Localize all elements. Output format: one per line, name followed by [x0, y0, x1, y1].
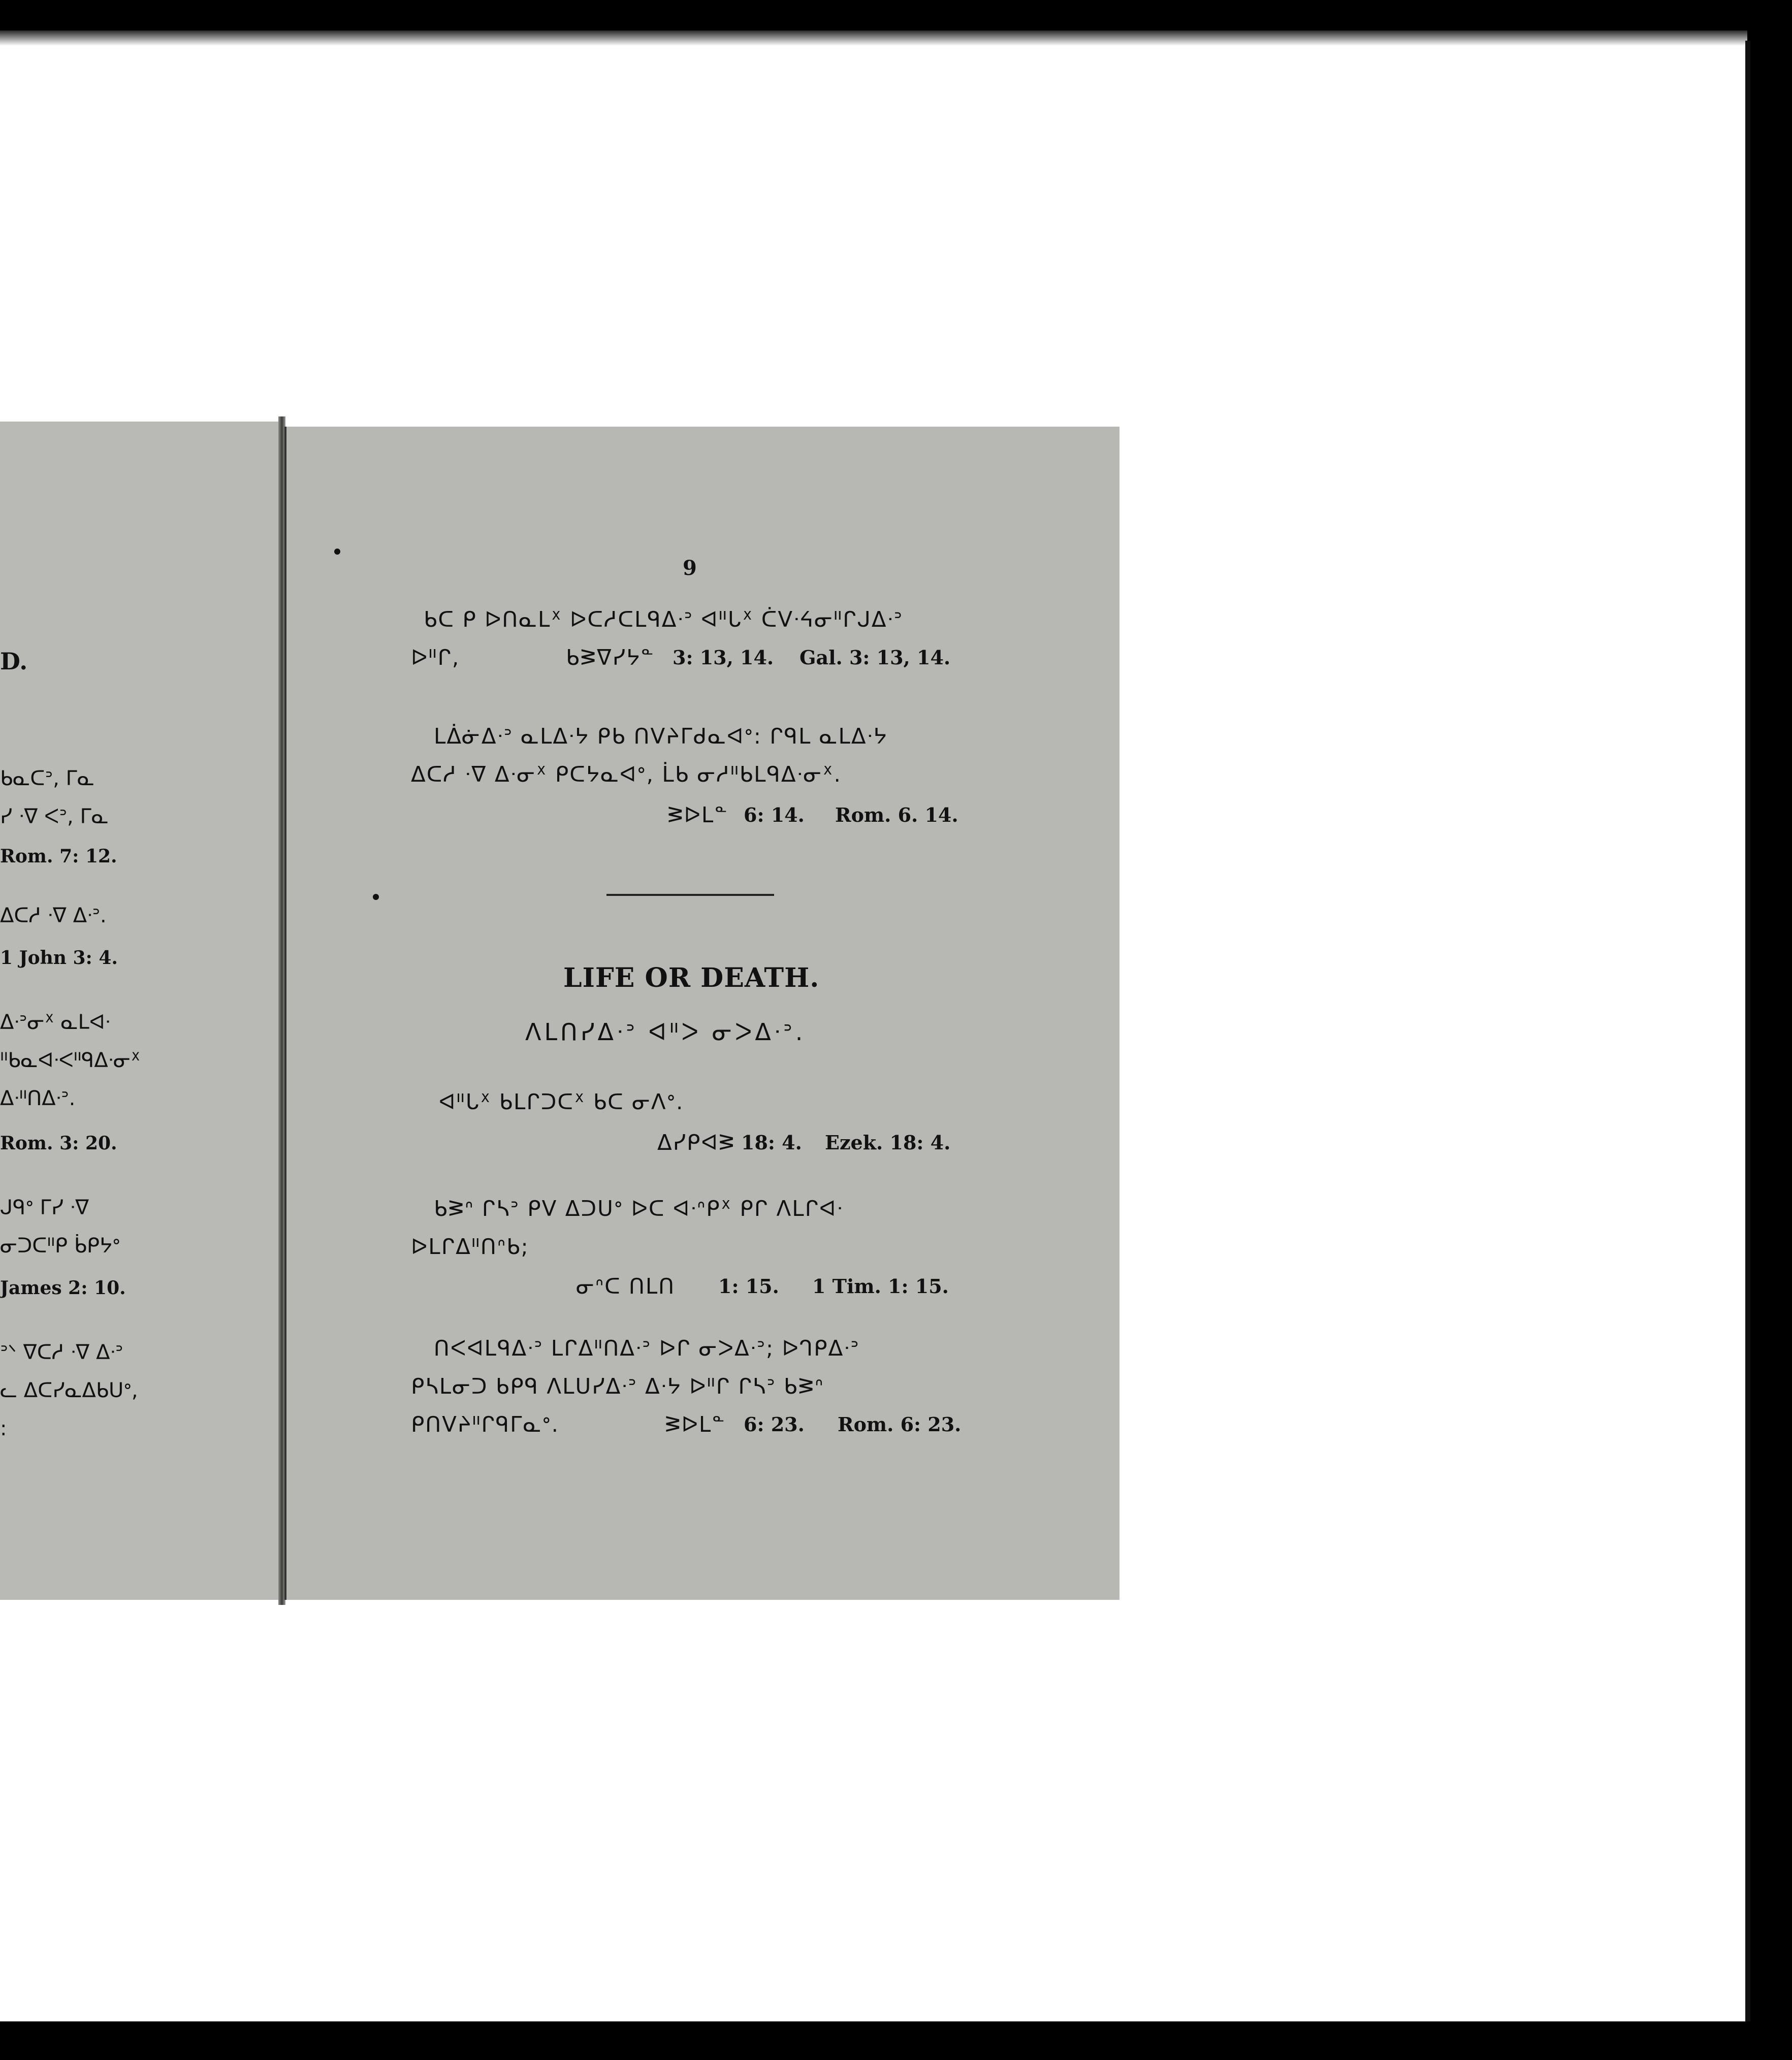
left-line-14: ᐣᐠ ᐁᑕᓱ ᐧᐁ ᐃᐧᐣ	[0, 1341, 123, 1364]
left-line-5: ᐃᑕᓱ ᐧᐁ ᐃᐧᐣ.	[0, 904, 107, 927]
section-divider	[606, 894, 774, 896]
left-line-16: :	[0, 1417, 7, 1440]
film-frame-top	[0, 0, 1792, 30]
left-page	[0, 422, 284, 1600]
booklet	[0, 416, 1123, 1605]
left-ref-3: Rom. 3: 20.	[0, 1133, 117, 1154]
film-frame-bottom	[0, 2021, 1792, 2060]
verse5-syllabic-ref: ᕒᐅᒪᓐ	[665, 1412, 726, 1437]
verse2-line1: ᒪᐄᓃᐃᐧᐣ ᓇᒪᐃᐧᔭ ᑭᑲ ᑎᐯᔨᒥᑯᓇᐊᐤ: ᒋᑫᒪ ᓇᒪᐃᐧᔭ	[434, 724, 888, 749]
left-line-12: ᓂᑐᑕᐦᑭ ᑳᑭᔭᐤ	[0, 1234, 120, 1258]
verse3-syllabic-ref: ᐃᓯᑭᐊᕒ	[657, 1130, 735, 1155]
left-line-2: ᑲᓇᑕᐣ, ᒥᓇ	[0, 767, 94, 790]
verse3-ref-en: Ezek. 18: 4.	[825, 1131, 951, 1154]
verse4-line1: ᑲᕒᐢ ᒋᓴᐣ ᑭᐯ ᐃᑐᑌᐤ ᐅᑕ ᐊᐧᐢᑭᕽ ᑭᒋ ᐱᒪᒋᐊᐧ	[434, 1196, 844, 1221]
left-line-1: D.	[0, 648, 28, 675]
verse3-ref: 18: 4.	[741, 1131, 802, 1154]
verse1-line1: ᑲᑕ ᑭ ᐅᑎᓇᒪᕽ ᐅᑕᓱᑕᒪᑫᐃᐧᐣ ᐊᐦᒐᕽ ᑖᐯᐧᔦᓂᐦᒋᒍᐃᐧᐣ	[424, 607, 903, 632]
verse5-line3: ᑭᑎᐯᔨᐦᒋᑫᒥᓇᐤ.	[411, 1412, 560, 1437]
film-frame-top-edge	[0, 30, 1747, 46]
page-speck	[334, 549, 340, 555]
verse4-syllabic-ref: ᓂᐢᑕ ᑎᒪᑎ	[576, 1274, 676, 1299]
margin-dot	[373, 894, 379, 900]
left-line-11: ᒍᑫᐤ ᒥᓯ ᐧᐁ	[0, 1196, 89, 1219]
verse1-ref-en: Gal. 3: 13, 14.	[799, 646, 951, 669]
left-line-9: ᐃᐧᐦᑎᐃᐧᐣ.	[0, 1087, 76, 1110]
verse2-ref-en: Rom. 6. 14.	[835, 803, 958, 826]
verse5-line2: ᑭᓴᒪᓂᑐ ᑲᑭᑫ ᐱᒪᑌᓯᐃᐧᐣ ᐃᐧᔭ ᐅᐦᒋ ᒋᓴᐣ ᑲᕒᐢ	[411, 1374, 824, 1399]
verse4-ref-en: 1 Tim. 1: 15.	[812, 1275, 949, 1298]
left-ref-1: Rom. 7: 12.	[0, 846, 117, 867]
verse1-syllabic-ref: ᑲᕒᐁᓯᔭᓐ	[566, 645, 655, 670]
verse2-ref: 6: 14.	[744, 803, 805, 826]
verse2-line2: ᐃᑕᓱ ᐧᐁ ᐃᐧᓂᕽ ᑭᑕᔭᓇᐊᐤ, ᒫᑲ ᓂᓱᐦᑲᒪᑫᐃᐧᓂᕽ.	[411, 762, 842, 787]
left-ref-2: 1 John 3: 4.	[0, 947, 118, 969]
verse5-ref: 6: 23.	[744, 1413, 805, 1436]
verse1-ref: 3: 13, 14.	[673, 646, 774, 669]
film-frame-right-edge	[1745, 41, 1750, 2021]
verse3-line1: ᐊᐦᒐᕽ ᑲᒪᒋᑐᑕᕽ ᑲᑕ ᓂᐱᐤ.	[439, 1089, 684, 1114]
left-line-7: ᐃᐧᐣᓂᕽ ᓇᒪᐊᐧ	[0, 1011, 110, 1034]
verse1-line2-start: ᐅᐦᒋ,	[411, 645, 460, 670]
section-title: LIFE OR DEATH.	[563, 962, 820, 993]
left-line-8: ᐦᑲᓇᐊᐧᐸᐦᑫᐃᐧᓂᕽ	[0, 1049, 141, 1072]
right-page	[284, 427, 1119, 1600]
film-frame-right	[1747, 30, 1792, 2060]
verse2-syllabic-ref: ᕒᐅᒪᓐ	[667, 802, 728, 827]
verse4-ref: 1: 15.	[718, 1275, 779, 1298]
left-line-15: ᓚ ᐃᑕᓯᓇᐃᑲᑌᐤ,	[0, 1379, 138, 1402]
left-line-3: ᓯ ᐧᐁ ᐸᐣ, ᒥᓇ	[0, 805, 109, 828]
verse4-line2: ᐅᒪᒋᐃᐦᑎᐢᑲ;	[411, 1234, 529, 1259]
page-number: 9	[683, 556, 697, 580]
verse5-line1: ᑎᐸᐊᒪᑫᐃᐧᐣ ᒪᒋᐃᐦᑎᐃᐧᐣ ᐅᒋ ᓂᐳᐃᐧᐣ; ᐅᒉᑭᐃᐧᐣ	[434, 1336, 860, 1361]
left-ref-4: James 2: 10.	[0, 1277, 126, 1299]
section-title-syllabics: ᐱᒪᑎᓯᐃᐧᐣ ᐊᐦᐳ ᓂᐳᐃᐧᐣ.	[525, 1018, 806, 1046]
verse5-ref-en: Rom. 6: 23.	[838, 1413, 962, 1436]
